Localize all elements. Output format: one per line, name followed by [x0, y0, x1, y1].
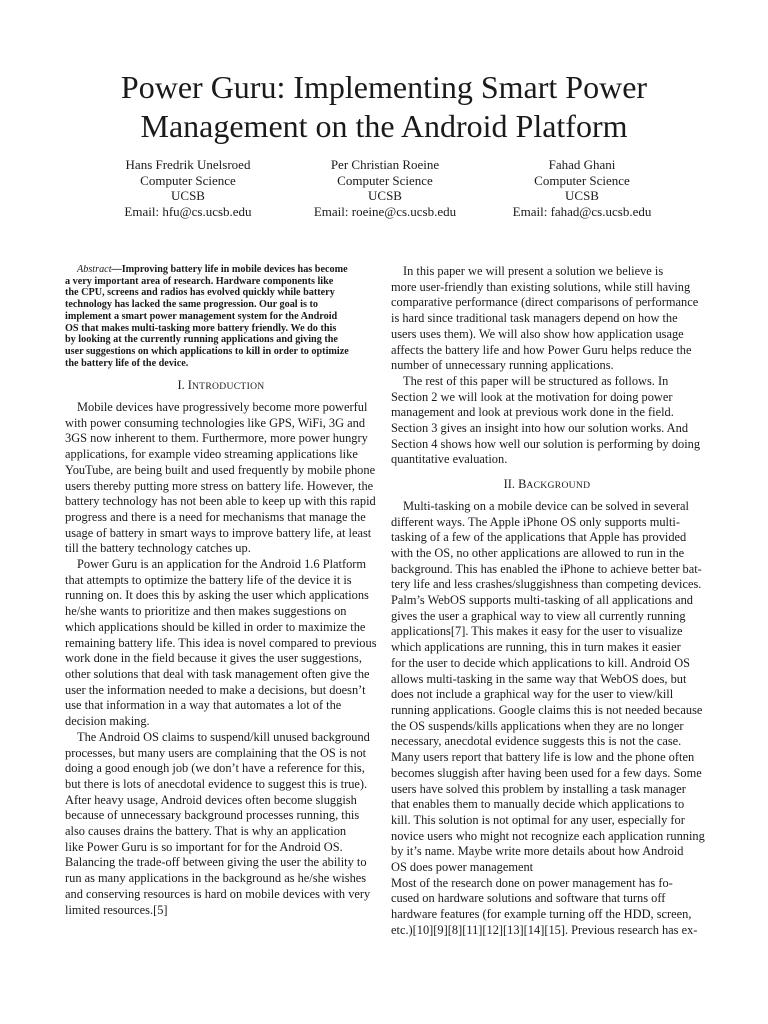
text-line: progress and there is a need for mechanisms that manage the — [65, 509, 366, 524]
paragraph — [391, 264, 703, 374]
text-line: becomes sluggish after having been used for a few days. Some — [391, 765, 702, 780]
text-line: with the OS, no other applications are allowed to run in the — [391, 545, 685, 560]
text-line: allows multi-tasking in the same way that WebOS does, but — [391, 671, 687, 686]
text-line: gives the user a graphical way to view all currently running — [391, 608, 686, 623]
text-line: novice users who might not recognize each application running — [391, 828, 705, 843]
author-org: UCSB — [565, 188, 599, 203]
text-line: battery technology has not been able to keep up with this rapid — [65, 494, 376, 509]
text-line: running on. It does this by asking the user which applications — [65, 588, 369, 603]
author-org: UCSB — [368, 188, 402, 203]
paragraph — [65, 730, 377, 918]
text-line: Mobile devices have progressively become more powerful — [77, 400, 368, 415]
author-dept: Computer Science — [534, 172, 630, 188]
section-number: II. — [503, 477, 515, 492]
paragraph — [391, 499, 703, 876]
text-line: he/she wants to prioritize and then makes suggestions on — [65, 604, 347, 619]
text-line: tery life and less crashes/sluggishness than competing devices. — [391, 577, 702, 592]
text-line: Section 2 we will look at the motivation for doing power — [391, 389, 673, 404]
text-line: management and look at previous work done in the field. — [391, 405, 674, 420]
text-line: and conserving resources is hard on mobile devices with very — [65, 886, 371, 901]
section-title-rest: NTRODUCTION — [191, 381, 265, 393]
text-line: users thereby putting more stress on battery life. However, the — [65, 478, 374, 493]
author-email: Email: fahad@cs.ucsb.edu — [512, 203, 652, 219]
text-line: applications[7]. This makes it easy for the user to visualize — [391, 624, 683, 639]
text-line: more user-friendly than existing solutions, while still having — [391, 279, 691, 294]
paragraph — [65, 557, 377, 730]
text-line: which applications should be killed in order to maximize the — [65, 619, 366, 634]
text-line: that attempts to optimize the battery life of the device it is — [65, 572, 352, 587]
text-line: necessary, anecdotal evidence suggests this is not the case. — [391, 734, 682, 749]
title-line: Management on the Android Platform — [140, 108, 628, 144]
abstract-line: technology has lacked the same progression. Our goal is to — [65, 299, 319, 311]
abstract-line — [65, 264, 377, 276]
text-line: background. This has enabled the iPhone to achieve better bat- — [391, 561, 702, 576]
text-line: the OS suspends/kills applications when they are no longer — [391, 718, 684, 733]
text-line: applications, for example video streaming applications like — [65, 447, 358, 462]
abstract-line: a very important area of research. Hardware components like — [65, 275, 334, 287]
text-line: 3GS now inherent to them. Furthermore, more power hungry — [65, 431, 368, 446]
abstract-line: the CPU, screens and radios has evolved quickly while battery — [65, 287, 335, 299]
author-email: Email: roeine@cs.ucsb.edu — [313, 203, 457, 219]
left-column — [65, 264, 377, 918]
text-line: hardware features (for example turning off the HDD, screen, — [391, 907, 692, 922]
text-line: for the user to decide which applications to kill. Android OS — [391, 655, 691, 670]
author-block — [462, 157, 702, 219]
text-line: Multi-tasking on a mobile device can be solved in several — [403, 498, 689, 513]
text-line: doing a good enough job (we don’t have a reference for this, — [65, 761, 365, 776]
text-line: running applications. Google claims this is not needed because — [391, 702, 703, 717]
section-title-rest: ACKGROUND — [526, 480, 591, 492]
author-dept: Computer Science — [140, 172, 236, 188]
text-line: till the battery technology catches up. — [65, 541, 251, 556]
text-line: is hard since traditional task managers depend on how the — [391, 311, 678, 326]
text-line: Most of the research done on power management has fo- — [391, 875, 673, 890]
text-line: Balancing the trade-off between giving the user the ability to — [65, 855, 367, 870]
section-heading-introduction — [65, 378, 377, 395]
text-line: processes, but many users are complaining that the OS is not — [65, 745, 367, 760]
author-name: Hans Fredrik Unelsroed — [125, 157, 251, 172]
text-line: Section 4 shows how well our solution is performing by doing — [391, 436, 701, 451]
text-line: Palm’s WebOS supports multi-tasking of all applications and — [391, 593, 693, 608]
text-line: also causes drains the battery. That is why an application — [65, 824, 347, 839]
text-line: use that information in a way that automates a lot of the — [65, 698, 342, 713]
abstract-text: —Improving battery life in mobile devices has become — [111, 264, 348, 275]
author-dept: Computer Science — [337, 172, 433, 188]
text-line: user the information needed to make a decisions, but doesn’t — [65, 682, 366, 697]
text-line: usage of battery in smart ways to improve battery life, at least — [65, 525, 372, 540]
text-line: decision making. — [65, 714, 150, 729]
text-line: users have solved this problem by installing a task manager — [391, 781, 686, 796]
text-line: The Android OS claims to suspend/kill unused background — [77, 729, 370, 744]
text-line: remaining battery life. This idea is novel compared to previous — [65, 635, 377, 650]
section-title-initial: I — [187, 378, 192, 393]
abstract — [65, 264, 377, 369]
text-line: quantitative evaluation. — [391, 452, 508, 467]
abstract-label: Abstract — [77, 264, 112, 275]
text-line: The rest of this paper will be structured as follows. In — [403, 373, 669, 388]
author-name: Fahad Ghani — [548, 157, 616, 172]
right-column — [391, 264, 703, 939]
paper-title — [60, 68, 708, 146]
text-line: by it’s name. Maybe write more details about how Android — [391, 844, 684, 859]
text-line: users uses them). We will also show how application usage — [391, 326, 684, 341]
text-line: other solutions that deal with task management often give the — [65, 666, 370, 681]
author-org: UCSB — [171, 188, 205, 203]
text-line: Section 3 gives an insight into how our solution works. And — [391, 421, 689, 436]
section-number: I. — [177, 378, 185, 393]
paragraph — [391, 876, 703, 939]
text-line: Power Guru is an application for the Android 1.6 Platform — [77, 557, 367, 572]
text-line: but there is lots of anecdotal evidence to suggest this is true). — [65, 776, 368, 791]
text-line: with power consuming technologies like GPS, WiFi, 3G and — [65, 415, 366, 430]
paragraph — [65, 400, 377, 557]
abstract-line: implement a smart power management system for the Android — [65, 310, 338, 322]
text-line: which applications are running, this in turn makes it easier — [391, 640, 681, 655]
text-line: After heavy usage, Android devices often become sluggish — [65, 792, 357, 807]
text-line: In this paper we will present a solution we believe is — [403, 264, 664, 278]
text-line: number of unnecessary running applications. — [391, 358, 614, 373]
section-heading-background — [391, 477, 703, 494]
text-line: like Power Guru is so important for for the Android OS. — [65, 839, 343, 854]
text-line: run as many applications in the background as he/she wishes — [65, 871, 367, 886]
abstract-line: user suggestions on which applications to kill in order to optimize — [65, 345, 349, 357]
text-line: kill. This solution is not optimal for any user, especially for — [391, 812, 685, 827]
text-line: limited resources.[5] — [65, 902, 168, 917]
author-email: Email: hfu@cs.ucsb.edu — [124, 203, 252, 219]
text-line: YouTube, are being built and used frequently by mobile phone — [65, 462, 376, 477]
text-line: Many users report that battery life is low and the phone often — [391, 750, 695, 765]
text-line: OS does power management — [391, 860, 534, 875]
text-line: tasking of a few of the applications that Apple has provided — [391, 530, 687, 545]
paragraph — [391, 374, 703, 468]
text-line: cused on hardware solutions and software that turns off — [391, 891, 666, 906]
text-line: comparative performance (direct comparisons of performance — [391, 295, 699, 310]
text-line: because of unnecessary background processes running, this — [65, 808, 360, 823]
text-line: etc.)[10][9][8][11][12][13][14][15]. Previous research has ex- — [391, 922, 698, 937]
title-line: Power Guru: Implementing Smart Power — [120, 69, 648, 105]
section-title-initial: B — [518, 477, 527, 492]
text-line: different ways. The Apple iPhone OS only supports multi- — [391, 514, 680, 529]
abstract-line: the battery life of the device. — [65, 357, 189, 369]
abstract-line: OS that makes multi-tasking more battery friendly. We do this — [65, 322, 337, 334]
text-line: that enables them to manually decide which applications to — [391, 797, 685, 812]
author-name: Per Christian Roeine — [330, 157, 440, 172]
text-line: affects the battery life and how Power Guru helps reduce the — [391, 342, 692, 357]
text-line: work done in the field because it gives the user suggestions, — [65, 651, 362, 666]
abstract-line: by looking at the currently running applications and giving the — [65, 334, 338, 346]
text-line: does not include a graphical way for the user to view/kill — [391, 687, 674, 702]
